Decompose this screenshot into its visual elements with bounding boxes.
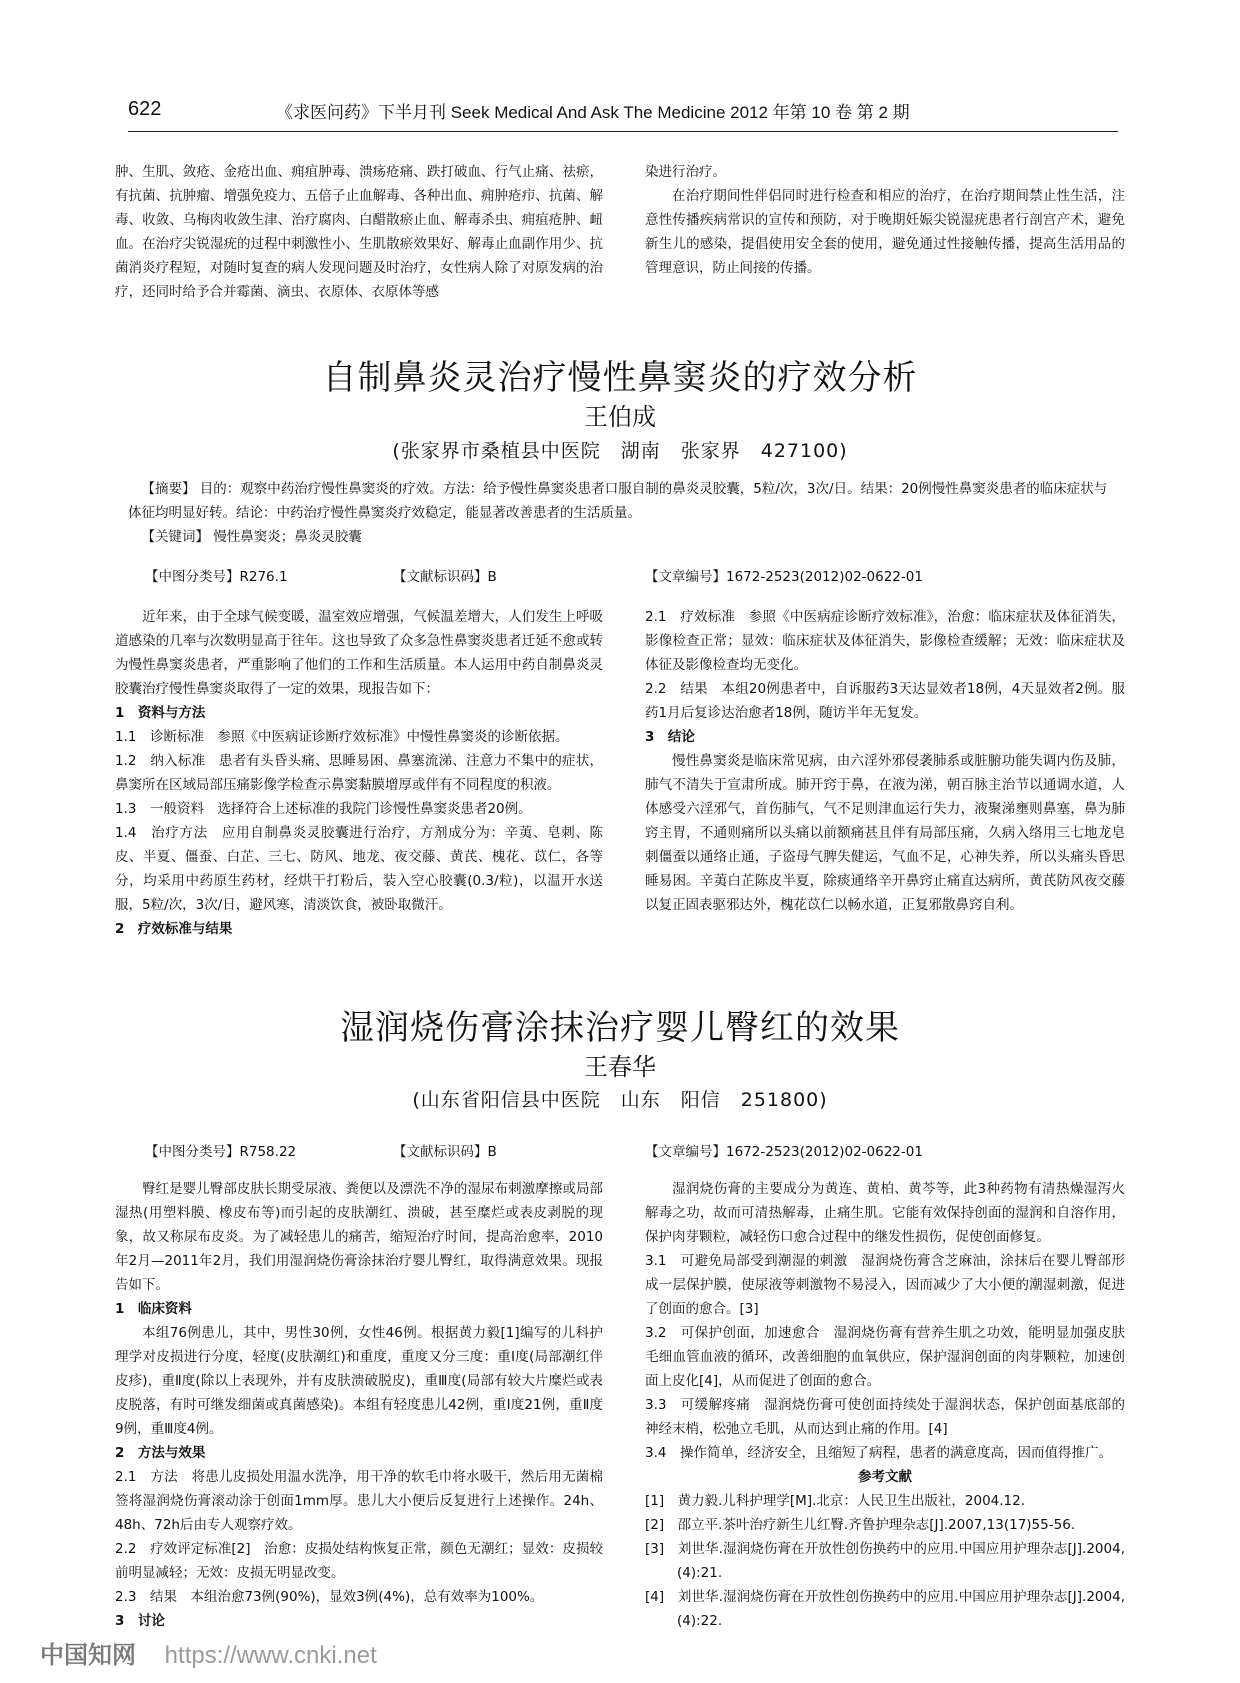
article1-right-p1: 2.2 结果 本组20例患者中，自诉服药3天达显效者18例，4天显效者2例。服药1月后复诊达治愈者18例，随访半年无复发。: [645, 681, 1125, 721]
article2-right-p0: 湿润烧伤膏的主要成分为黄连、黄柏、黄芩等，此3种药物有清热燥湿泻火解毒之功，故而可清热解毒，止痛生肌。它能有效保持创面的湿润和自溶作用，保护肉芽颗粒，减轻伤口愈合过程中的继发性损伤，促使创面修复。: [645, 1181, 1125, 1245]
article1-left-p3: 1.2 纳入标准 患者有头昏头痛、思睡易困、鼻塞流涕、注意力不集中的症状，鼻窦所在区域局部压痛影像学检查示鼻窦黏膜增厚或伴有不同程度的积液。: [115, 753, 603, 793]
article1-left-p2: 1.1 诊断标准 参照《中医病证诊断疗效标准》中慢性鼻窦炎的诊断依据。: [115, 729, 569, 745]
article1-article-no: 【文章编号】1672-2523(2012)02-0622-01: [645, 569, 923, 585]
cnki-watermark: [40, 1635, 377, 1670]
article1-clc: 【中图分类号】R276.1: [145, 569, 288, 585]
article1-right-column: [645, 605, 1125, 917]
article2-right-p4: 3.4 操作简单，经济安全，且缩短了病程，患者的满意度高，因而值得推广。: [645, 1445, 1112, 1461]
article2-left-p0: 臀红是婴儿臀部皮肤长期受尿液、粪便以及漂洗不净的湿尿布刺激摩擦或局部湿热(用塑料膜、橡皮布等)而引起的皮肤潮红、溃破，甚至糜烂或表皮剥脱的现象，故又称尿布皮炎。为了减轻患儿的痛苦，缩短治疗时间，提高治愈率，2010年2月—2011年2月，我们用湿润烧伤膏涂抹治疗婴儿臀红，取得满意效果。现报告如下。: [115, 1181, 603, 1293]
article1-left-p1: 1 资料与方法: [115, 705, 206, 721]
references-title: 参考文献: [858, 1469, 912, 1485]
header-rule: [128, 131, 1118, 132]
article2-affiliation: (山东省阳信县中医院 山东 阳信 251800): [412, 1089, 828, 1111]
running-head: [128, 98, 1118, 132]
article1-doc-code: 【文献标识码】B: [393, 569, 497, 585]
article1-right-p2: 3 结论: [645, 729, 695, 745]
article2-article-no: 【文章编号】1672-2523(2012)02-0622-01: [645, 1144, 923, 1160]
watermark-brand: 中国知网: [40, 1642, 136, 1669]
article1-title: 自制鼻炎灵治疗慢性鼻窦炎的疗效分析: [322, 358, 918, 398]
continuation-left-text: 肿、生肌、敛疮、金疮出血、痈疽肿毒、溃疡疮痛、跌打破血、行气止痛、祛瘀，有抗菌、抗肿瘤、增强免疫力、五倍子止血解毒、各种出血、痈肿疮疖、抗菌、解毒、收敛、乌梅肉收敛生津、治疗腐肉、白醋散瘀止血、解毒杀虫、痈疽疮肿、衄血。在治疗尖锐湿疣的过程中刺激性小、生肌散瘀效果好、解毒止血副作用少、抗菌消炎疗程短，对随时复查的病人发现问题及时治疗，女性病人除了对原发病的治疗，还同时给予合并霉菌、滴虫、衣原体、衣原体等感: [115, 164, 603, 300]
article1-keywords: 【关键词】 慢性鼻窦炎；鼻炎灵胶囊: [141, 529, 362, 545]
article2-left-p7: 3 讨论: [115, 1613, 165, 1629]
article2-left-p4: 2.1 方法 将患儿皮损处用温水洗净，用干净的软毛巾将水吸干，然后用无菌棉签将湿润烧伤膏滚动涂于创面1mm厚。患儿大小便后反复进行上述操作。24h、48h、72h后由专人观察疗效。: [115, 1469, 603, 1533]
article1-abstract-block: [128, 477, 1118, 549]
article2-clc: 【中图分类号】R758.22: [145, 1144, 297, 1160]
article2-left-p2: 本组76例患儿，其中，男性30例，女性46例。根据黄力毅[1]编写的儿科护理学对皮损进行分度，轻度(皮肤潮红)和重度，重度又分三度：重Ⅰ度(局部潮红伴皮疹)，重Ⅱ度(除以上表现外，并有皮肤溃破脱皮)，重Ⅲ度(局部有较大片糜烂或表皮脱落，有时可继发细菌或真菌感染)。本组有轻度患儿42例，重Ⅰ度21例，重Ⅱ度9例，重Ⅲ度4例。: [115, 1325, 603, 1437]
article2-doc-code: 【文献标识码】B: [393, 1144, 497, 1160]
reference-item: [3] 刘世华.湿润烧伤膏在开放性创伤换药中的应用.中国应用护理杂志[J].2004,(4):21.: [645, 1541, 1125, 1581]
article2-left-column: [115, 1177, 603, 1633]
journal-line: 《求医问药》下半月刊 Seek Medical And Ask The Medicine 2012 年第 10 卷 第 2 期: [276, 103, 910, 122]
watermark-url: https://www.cnki.net: [164, 1642, 377, 1669]
continuation-right-p2: 在治疗期间性伴侣同时进行检查和相应的治疗，在治疗期间禁止性生活，注意性传播疾病常识的宣传和预防，对于晚期妊娠尖锐湿疣患者行剖宫产术，避免新生儿的感染，提倡使用安全套的使用，避免通过性接触传播，提高生活用品的管理意识，防止间接的传播。: [645, 188, 1125, 276]
article1-left-p4: 1.3 一般资料 选择符合上述标准的我院门诊慢性鼻窦炎患者20例。: [115, 801, 532, 817]
article2-left-p6: 2.3 结果 本组治愈73例(90%)，显效3例(4%)，总有效率为100%。: [115, 1589, 544, 1605]
article1-right-p0: 2.1 疗效标准 参照《中医病症诊断疗效标准》，治愈：临床症状及体征消失，影像检查正常；显效：临床症状及体征消失，影像检查缓解；无效：临床症状及体征及影像检查均无变化。: [645, 609, 1125, 673]
article1-right-p3: 慢性鼻窦炎是临床常见病，由六淫外邪侵袭肺系或脏腑功能失调内伤及肺，肺气不清失于宣肃所成。肺开窍于鼻，在液为涕，朝百脉主治节以通调水道，人体感受六淫邪气，首伤肺气，气不足则津血运行失力，液聚涕壅则鼻塞，鼻为肺窍主胃，不通则痛所以头痛以前额痛甚且伴有局部压痛，久病入络用三七地龙皂刺僵蚕以通络止通，子盗母气脾失健运，气血不足，心神失养，所以头痛头昏思睡易困。辛荑白芷陈皮半夏，除痰通络辛开鼻窍止痛直达病所，黄芪防风夜交藤以复正固表驱邪达外，槐花苡仁以畅水道，正复邪散鼻窍自利。: [645, 753, 1125, 913]
continuation-right-column: [645, 160, 1125, 280]
article2-left-p3: 2 方法与效果: [115, 1445, 206, 1461]
continuation-right-p1: 染进行治疗。: [645, 164, 726, 180]
article2-right-p2: 3.2 可保护创面，加速愈合 湿润烧伤膏有营养生肌之功效，能明显加强皮肤毛细血管血液的循环，改善细胞的血氧供应，保护湿润创面的肉芽颗粒，加速创面上皮化[4]，从而促进了创面的愈合。: [645, 1325, 1125, 1389]
article2-left-p1: 1 临床资料: [115, 1301, 192, 1317]
page-number: 622: [128, 98, 162, 120]
article2-right-p3: 3.3 可缓解疼痛 湿润烧伤膏可使创面持续处于湿润状态，保护创面基底部的神经末梢，松弛立毛肌，从而达到止痛的作用。[4]: [645, 1397, 1125, 1437]
article2-right-p1: 3.1 可避免局部受到潮湿的刺激 湿润烧伤膏含芝麻油，涂抹后在婴儿臀部形成一层保护膜，使尿液等刺激物不易浸入，因而减少了大小便的潮湿刺激，促进了创面的愈合。[3]: [645, 1253, 1125, 1317]
reference-item: [2] 邵立平.茶叶治疗新生儿红臀.齐鲁护理杂志[J].2007,13(17)55-56.: [645, 1517, 1076, 1533]
article2-title: 湿润烧伤膏涂抹治疗婴儿臀红的效果: [340, 1008, 900, 1048]
article1-affiliation: (张家界市桑植县中医院 湖南 张家界 427100): [392, 440, 848, 462]
article1-abstract: 【摘要】 目的：观察中药治疗慢性鼻窦炎的疗效。方法：给予慢性鼻窦炎患者口服自制的鼻炎灵胶囊，5粒/次，3次/日。结果：20例慢性鼻窦炎患者的临床症状与体征均明显好转。结论：中药治疗慢性鼻窦炎疗效稳定，能显著改善患者的生活质量。: [128, 481, 1108, 521]
continuation-left-column: [115, 160, 603, 304]
article2-left-p5: 2.2 疗效评定标准[2] 治愈：皮损处结构恢复正常，颜色无潮红；显效：皮损较前明显减轻；无效：皮损无明显改变。: [115, 1541, 603, 1581]
article1-left-column: [115, 605, 603, 941]
article1-left-p5: 1.4 治疗方法 应用自制鼻炎灵胶囊进行治疗，方剂成分为：辛荑、皂刺、陈皮、半夏、僵蚕、白芷、三七、防风、地龙、夜交藤、黄芪、槐花、苡仁，各等分，均采用中药原生药材，经烘干打粉后，装入空心胶囊(0.3/粒)，以温开水送服，5粒/次，3次/日，避风寒，清淡饮食，被卧取微汗。: [115, 825, 603, 913]
article1-left-p6: 2 疗效标准与结果: [115, 921, 233, 937]
reference-item: [4] 刘世华.湿润烧伤膏在开放性创伤换药中的应用.中国应用护理杂志[J].2004,(4):22.: [645, 1589, 1125, 1629]
reference-item: [1] 黄力毅.儿科护理学[M].北京：人民卫生出版社，2004.12.: [645, 1493, 1026, 1509]
article2-right-column: [645, 1177, 1125, 1633]
article2-author: 王春华: [584, 1053, 656, 1081]
article1-author: 王伯成: [584, 403, 656, 431]
article1-left-p0: 近年来，由于全球气候变暖，温室效应增强，气候温差增大，人们发生上呼吸道感染的几率与次数明显高于往年。这也导致了众多急性鼻窦炎患者迁延不愈或转为慢性鼻窦炎患者，严重影响了他们的工作和生活质量。本人运用中药自制鼻炎灵胶囊治疗慢性鼻窦炎取得了一定的效果，现报告如下：: [115, 609, 603, 697]
